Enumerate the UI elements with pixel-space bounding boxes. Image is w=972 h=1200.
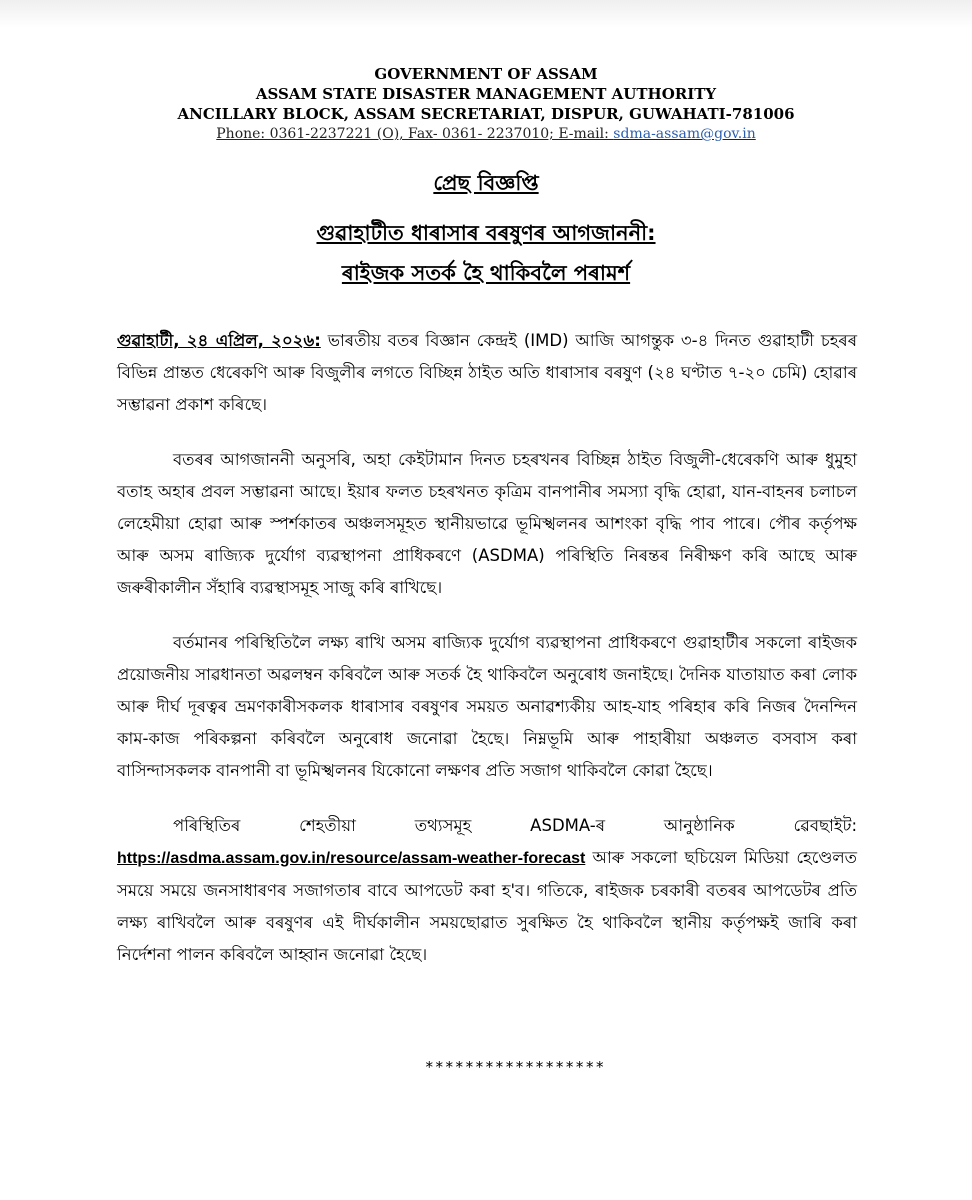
letterhead-address: ANCILLARY BLOCK, ASSAM SECRETARIAT, DISPUR, GUWAHATI-781006: [177, 105, 795, 123]
paragraph-3: বৰ্তমানৰ পৰিস্থিতিলৈ লক্ষ্য ৰাখি অসম ৰাজ্যিক দুৰ্যোগ ব্যৱস্থাপনা প্ৰাধিকৰণে গুৱাহাটীৰ সকলো ৰাইজক প্ৰয়োজনীয় সাৱধানতা অৱলম্বন কৰিবলৈ আৰু সতৰ্ক হৈ থাকিবলৈ অনুৰোধ জনাইছে। দৈনিক যাতায়াত কৰা লোক আৰু দীৰ্ঘ দূৰত্বৰ ভ্ৰমণকাৰীসকলক ধাৰাসাৰ বৰষুণৰ সময়ত অনাৱশ্যকীয় আহ-যাহ পৰিহাৰ কৰি নিজৰ দৈনন্দিন কাম-কাজ পৰিকল্পনা কৰিবলৈ অনুৰোধ জনোৱা হৈছে। নিম্নভূমি আৰু পাহাৰীয়া অঞ্চলত বসবাস কৰা বাসিন্দাসকলক বানপানী বা ভূমিস্খলনৰ যিকোনো লক্ষণৰ প্ৰতি সজাগ থাকিবলৈ কোৱা হৈছে।: [117, 633, 857, 780]
letterhead-contact: [0, 124, 972, 144]
contact-phone-fax: Phone: 0361-2237221 (O), Fax- 0361- 2237010; E-mail:: [216, 126, 614, 142]
paragraph-4-text-before: পৰিস্থিতিৰ শেহতীয়া তথ্যসমূহ ASDMA-ৰ আনুষ্ঠানিক ৱেবছাইট:: [173, 816, 857, 835]
paragraph-1: [117, 325, 857, 421]
headline: [0, 213, 972, 293]
email-link[interactable]: sdma-assam@gov.in: [613, 126, 756, 142]
headline-line-1: গুৱাহাটীত ধাৰাসাৰ বৰষুণৰ আগজাননী:: [316, 221, 656, 245]
paragraph-4: [117, 810, 857, 971]
press-release-title: প্ৰেছ বিজ্ঞপ্তি: [433, 171, 539, 195]
press-release-body: [117, 325, 857, 994]
asdma-website-link[interactable]: https://asdma.assam.gov.in/resource/assam-weather-forecast: [117, 850, 586, 867]
letterhead-government: GOVERNMENT OF ASSAM: [374, 65, 598, 83]
paragraph-4-text-after: আৰু সকলো ছচিয়েল মিডিয়া হেণ্ডেলত সময়ে সময়ে জনসাধাৰণৰ সজাগতাৰ বাবে আপডেট কৰা হ'ব। গতিকে, ৰাইজক চৰকাৰী বতৰৰ আপডেটৰ প্ৰতি লক্ষ্য ৰাখিবলৈ আৰু বৰষুণৰ এই দীৰ্ঘকালীন সময়ছোৱাত সুৰক্ষিত হৈ থাকিবলৈ স্থানীয় কৰ্তৃপক্ষই জাৰি কৰা নিৰ্দেশনা পালন কৰিবলৈ আহ্বান জনোৱা হৈছে।: [117, 848, 857, 964]
letterhead-authority: ASSAM STATE DISASTER MANAGEMENT AUTHORITY: [255, 85, 717, 103]
headline-line-2: ৰাইজক সতৰ্ক হৈ থাকিবলৈ পৰামৰ্শ: [341, 261, 631, 285]
paragraph-2: বতৰৰ আগজাননী অনুসৰি, অহা কেইটামান দিনত চহৰখনৰ বিচ্ছিন্ন ঠাইত বিজুলী-ধেৰেকণি আৰু ধুমুহা বতাহ অহাৰ প্ৰবল সম্ভাৱনা আছে। ইয়াৰ ফলত চহৰখনত কৃত্ৰিম বানপানীৰ সমস্যা বৃদ্ধি হোৱা, যান-বাহনৰ চলাচল লেহেমীয়া হোৱা আৰু স্পৰ্শকাতৰ অঞ্চলসমূহত স্থানীয়ভাৱে ভূমিস্খলনৰ আশংকা বৃদ্ধি পাব পাৰে। পৌৰ কৰ্তৃপক্ষ আৰু অসম ৰাজ্যিক দুৰ্যোগ ব্যৱস্থাপনা প্ৰাধিকৰণে (ASDMA) পৰিস্থিতি নিৰন্তৰ নিৰীক্ষণ কৰি আছে আৰু জৰুৰীকালীন সঁহাৰি ব্যৱস্থাসমূহ সাজু কৰি ৰাখিছে।: [117, 450, 857, 597]
dateline: গুৱাহাটী, ২৪ এপ্ৰিল, ২০২৬:: [117, 331, 321, 350]
closing-asterisks: ******************: [424, 1058, 606, 1076]
paragraph-1-text: ভাৰতীয় বতৰ বিজ্ঞান কেন্দ্ৰই (IMD) আজি আগন্তুক ৩-৪ দিনত গুৱাহাটী চহৰৰ বিভিন্ন প্ৰান্তত ধেৰেকণি আৰু বিজুলীৰ লগতে বিচ্ছিন্ন ঠাইত অতি ধাৰাসাৰ বৰষুণ (২৪ ঘণ্টাত ৭-২০ চেমি) হোৱাৰ সম্ভাৱনা প্ৰকাশ কৰিছে।: [117, 331, 857, 414]
letterhead: [0, 64, 972, 144]
